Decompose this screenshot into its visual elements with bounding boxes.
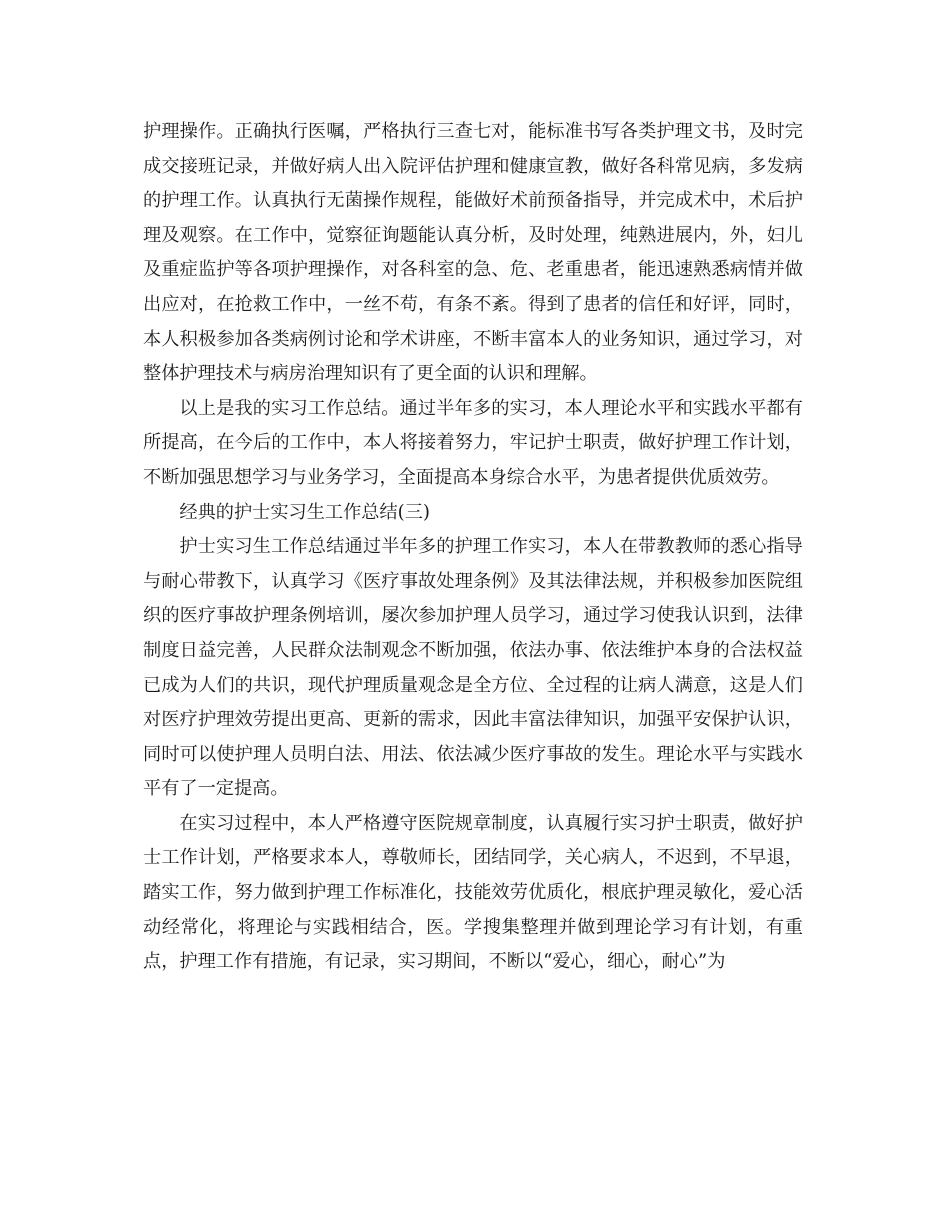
paragraph-nursing-operations: 护理操作。正确执行医嘱，严格执行三查七对，能标准书写各类护理文书，及时完成交接班记录，并做好病人出入院评估护理和健康宣教，做好各科常见病，多发病的护理工作。认真执行无菌操作规程，能做好术前预备指导，并完成术中，术后护理及观察。在工作中，觉察征询题能认真分析，及时处理，纯熟进展内，外，妇儿及重症监护等各项护理操作，对各科室的急、危、老重患者，能迅速熟悉病情并做出应对，在抢救工作中，一丝不苟，有条不紊。得到了患者的信任和好评，同时，本人积极参加各类病例讨论和学术讲座，不断丰富本人的业务知识，通过学习，对整体护理技术与病房治理知识有了更全面的认识和理解。 — [143, 121, 803, 385]
document-body — [143, 115, 803, 980]
section-heading: 经典的护士实习生工作总结(三) — [179, 501, 431, 523]
paragraph-internship-process: 在实习过程中，本人严格遵守医院规章制度，认真履行实习护士职责，做好护士工作计划，严格要求本人，尊敬师长，团结同学，关心病人，不迟到，不早退，踏实工作，努力做到护理工作标准化，技能效劳优质化，根底护理灵敏化，爱心活动经常化，将理论与实践相结合，医。学搜集整理并做到理论学习有计划，有重点，护理工作有措施，有记录，实习期间，不断以“爱心，细心，耐心”为 — [143, 812, 803, 973]
paragraph-legal-study: 护士实习生工作总结通过半年多的护理工作实习，本人在带教教师的悉心指导与耐心带教下，认真学习《医疗事故处理条例》及其法律法规，并积极参加医院组织的医疗事故护理条例培训，屡次参加护理人员学习，通过学习使我认识到，法律制度日益完善，人民群众法制观念不断加强，依法办事、依法维护本身的合法权益已成为人们的共识，现代护理质量观念是全方位、全过程的让病人满意，这是人们对医疗护理效劳提出更高、更新的需求，因此丰富法律知识，加强平安保护认识，同时可以使护理人员明白法、用法、依法减少医疗事故的发生。理论水平与实践水平有了一定提高。 — [143, 536, 803, 800]
paragraph-internship-summary: 以上是我的实习工作总结。通过半年多的实习，本人理论水平和实践水平都有所提高，在今后的工作中，本人将接着努力，牢记护士职责，做好护理工作计划，不断加强思想学习与业务学习，全面提高本身综合水平，为患者提供优质效劳。 — [143, 397, 803, 488]
